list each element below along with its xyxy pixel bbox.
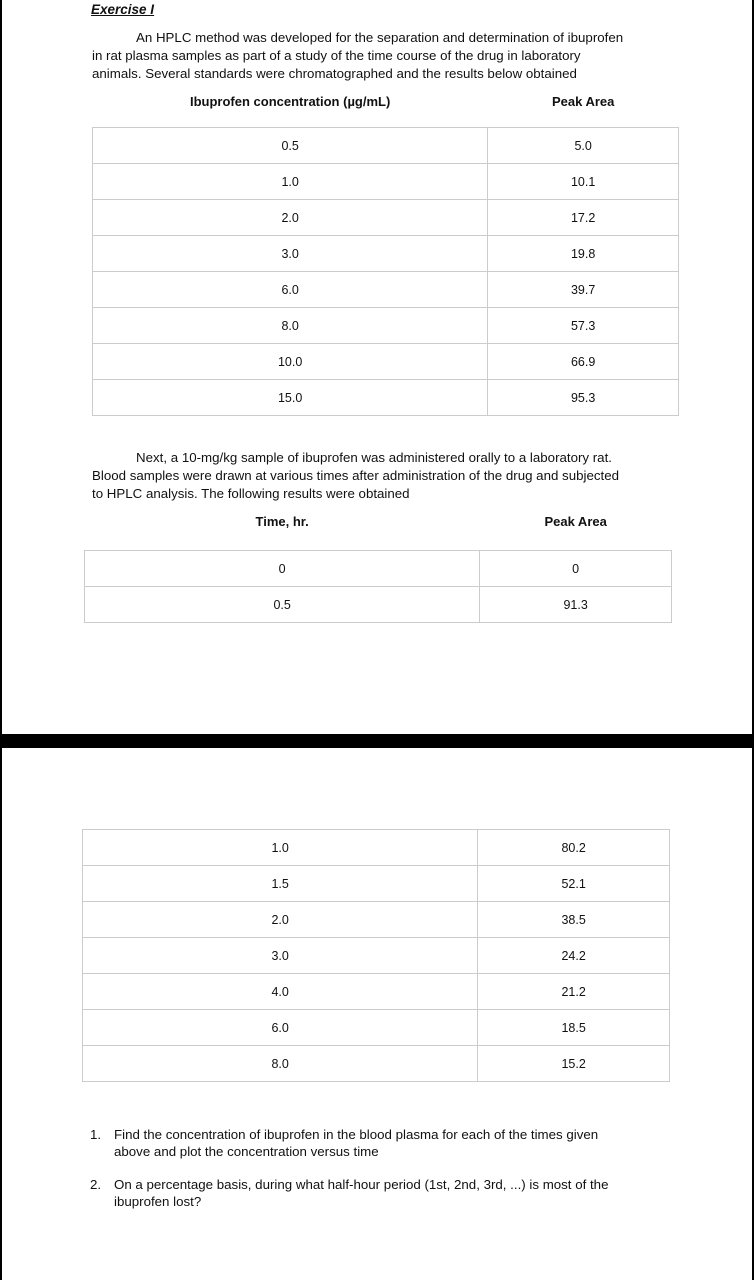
peak-area-cell: 24.2 [478,938,670,974]
table-header-concentration: Ibuprofen concentration (µg/mL) [190,94,391,109]
peak-area-cell: 21.2 [478,974,670,1010]
question-text-line: Find the concentration of ibuprofen in the blood plasma for each of the times given [114,1127,599,1142]
time-cell: 0.5 [85,587,480,623]
concentration-cell: 1.0 [93,164,488,200]
page-separator [0,734,754,748]
table-row [83,974,670,1010]
intro-paragraph [92,29,664,83]
table-header-time: Time, hr. [255,514,309,529]
intro-line: animals. Several standards were chromatographed and the results below obtained [92,66,577,81]
question-text-line: On a percentage basis, during what half-hour period (1st, 2nd, 3rd, ...) is most of the [114,1177,609,1192]
peak-area-cell: 17.2 [488,200,679,236]
standards-table [92,92,679,416]
time-cell: 2.0 [83,902,478,938]
table-header-peak-area: Peak Area [551,94,615,109]
table-row [93,128,679,164]
time-cell: 8.0 [83,1046,478,1082]
table-row [85,551,672,587]
concentration-cell: 3.0 [93,236,488,272]
table-row [85,587,672,623]
peak-area-cell: 52.1 [478,866,670,902]
table-row [83,866,670,902]
question-number: 2. [90,1177,102,1192]
next-line: Next, a 10-mg/kg sample of ibuprofen was administered orally to a laboratory rat. [136,450,612,465]
peak-area-cell: 80.2 [478,830,670,866]
next-line: Blood samples were drawn at various times after administration of the drug and subjected [92,468,619,483]
table-row [93,164,679,200]
peak-area-cell: 5.0 [488,128,679,164]
question-item [90,1176,670,1210]
peak-area-cell: 18.5 [478,1010,670,1046]
table-row [93,380,679,416]
table-row [83,1010,670,1046]
table-row [93,200,679,236]
time-cell: 0 [85,551,480,587]
peak-area-cell: 10.1 [488,164,679,200]
intro-line: An HPLC method was developed for the separation and determination of ibuprofen [136,30,624,45]
time-cell: 6.0 [83,1010,478,1046]
table-row [93,272,679,308]
question-number: 1. [90,1127,102,1142]
concentration-cell: 10.0 [93,344,488,380]
table-row [83,830,670,866]
question-text-line: above and plot the concentration versus time [114,1144,379,1159]
peak-area-cell: 66.9 [488,344,679,380]
table-header-peak-area: Peak Area [544,514,607,529]
concentration-cell: 6.0 [93,272,488,308]
peak-area-cell: 91.3 [480,587,672,623]
peak-area-cell: 38.5 [478,902,670,938]
table-row [83,938,670,974]
concentration-cell: 2.0 [93,200,488,236]
peak-area-cell: 57.3 [488,308,679,344]
peak-area-cell: 0 [480,551,672,587]
table-row [83,1046,670,1082]
table-row [93,236,679,272]
table-row [93,308,679,344]
concentration-cell: 0.5 [93,128,488,164]
table-row [93,344,679,380]
peak-area-cell: 19.8 [488,236,679,272]
peak-area-cell: 15.2 [478,1046,670,1082]
concentration-cell: 15.0 [93,380,488,416]
next-paragraph [92,449,664,503]
peak-area-cell: 95.3 [488,380,679,416]
table-row [83,902,670,938]
questions-list [90,1126,670,1226]
question-item [90,1126,670,1160]
concentration-cell: 8.0 [93,308,488,344]
samples-table-continued [82,829,670,1082]
question-text-line: ibuprofen lost? [114,1194,202,1209]
time-cell: 4.0 [83,974,478,1010]
peak-area-cell: 39.7 [488,272,679,308]
next-line: to HPLC analysis. The following results were obtained [92,486,410,501]
time-cell: 1.0 [83,830,478,866]
time-cell: 3.0 [83,938,478,974]
time-cell: 1.5 [83,866,478,902]
samples-table [84,512,672,623]
intro-line: in rat plasma samples as part of a study of the time course of the drug in laboratory [92,48,581,63]
exercise-title: Exercise I [91,2,155,17]
